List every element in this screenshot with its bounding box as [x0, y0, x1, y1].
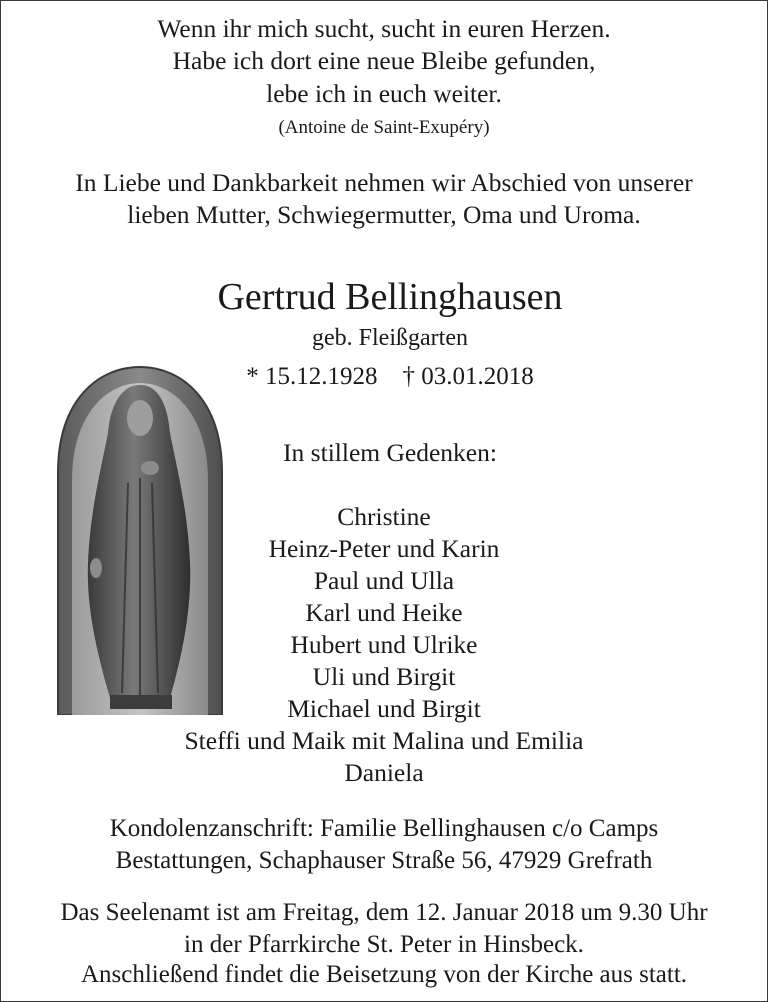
intro-line-2: lieben Mutter, Schwiegermutter, Oma und Uroma.: [127, 200, 641, 229]
condolence-line-2: Bestattungen, Schaphauser Straße 56, 47929 Grefrath: [115, 847, 653, 874]
mourner-name: Daniela: [344, 758, 424, 787]
mourner-name: Michael und Birgit: [287, 694, 481, 723]
mourners-heading: In stillem Gedenken:: [283, 438, 497, 467]
deceased-name: Gertrud Bellinghausen: [217, 276, 563, 318]
mourner-name: Hubert und Ulrike: [290, 630, 478, 659]
poem-line-2: Habe ich dort eine neue Bleibe gefunden,: [172, 46, 596, 75]
poem-line-1: Wenn ihr mich sucht, sucht in euren Herzen.: [157, 14, 611, 43]
mourner-name: Steffi und Maik mit Malina und Emilia: [184, 726, 584, 755]
condolence-line-1: Kondolenzanschrift: Familie Bellinghausen c/o Camps: [109, 815, 659, 842]
mourner-name: Heinz-Peter und Karin: [268, 534, 500, 563]
birth-name: geb. Fleißgarten: [312, 325, 468, 351]
life-dates: * 15.12.1928 † 03.01.2018: [246, 363, 534, 390]
mourner-name: Karl und Heike: [305, 598, 463, 627]
mourner-name: Christine: [337, 502, 431, 531]
service-line-3: Anschließend findet die Beisetzung von der Kirche aus statt.: [80, 961, 688, 988]
mourner-name: Uli und Birgit: [312, 662, 456, 691]
service-line-1: Das Seelenamt ist am Freitag, dem 12. Januar 2018 um 9.30 Uhr: [60, 899, 708, 926]
poem-attribution: (Antoine de Saint-Exupéry): [278, 117, 490, 138]
poem-line-3: lebe ich in euch weiter.: [266, 79, 502, 108]
intro-line-1: In Liebe und Dankbarkeit nehmen wir Abschied von unserer: [75, 168, 693, 197]
mourner-name: Paul und Ulla: [313, 566, 455, 595]
service-line-2: in der Pfarrkirche St. Peter in Hinsbeck.: [184, 931, 584, 958]
